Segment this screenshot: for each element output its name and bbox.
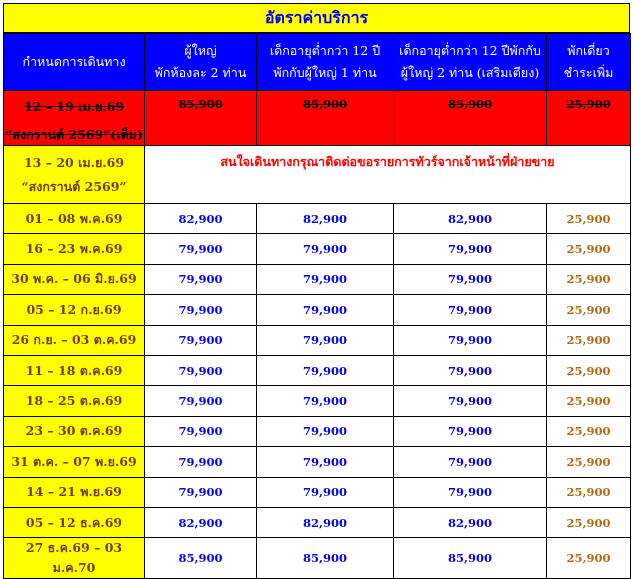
child1-price: 79,900 xyxy=(257,447,394,477)
header-period: กำหนดการเดินทาง xyxy=(4,34,145,91)
adult-price: 79,900 xyxy=(145,325,257,355)
sold-out-date: 12 – 19 เม.ย.69 “สงกรานต์ 2569”(เต็ม) xyxy=(4,91,145,146)
single-price: 25,900 xyxy=(547,295,631,325)
price-table-container xyxy=(3,3,630,579)
single-price: 25,900 xyxy=(547,325,631,355)
header-child-1-adult: เด็กอายุต่ำกว่า 12 ปี พักกับผู้ใหญ่ 1 ท่าน xyxy=(257,34,394,91)
travel-date: 01 – 08 พ.ค.69 xyxy=(4,204,145,234)
adult-price: 82,900 xyxy=(145,204,257,234)
child2-price: 79,900 xyxy=(394,295,547,325)
adult-price: 82,900 xyxy=(145,507,257,537)
child1-price: 79,900 xyxy=(257,325,394,355)
songkran-date: 13 – 20 เม.ย.69 “สงกรานต์ 2569” xyxy=(4,146,145,204)
table-row xyxy=(4,295,631,325)
child2-price: 79,900 xyxy=(394,325,547,355)
travel-date: 31 ต.ค. – 07 พ.ย.69 xyxy=(4,447,145,477)
child1-price: 79,900 xyxy=(257,264,394,294)
table-row xyxy=(4,416,631,446)
travel-date: 26 ก.ย. – 03 ต.ค.69 xyxy=(4,325,145,355)
single-price: 25,900 xyxy=(547,538,631,579)
child2-price: 85,900 xyxy=(394,538,547,579)
child1-price: 82,900 xyxy=(257,204,394,234)
table-row xyxy=(4,386,631,416)
adult-price: 79,900 xyxy=(145,416,257,446)
child2-price: 79,900 xyxy=(394,355,547,385)
child2-price: 79,900 xyxy=(394,447,547,477)
travel-date: 27 ธ.ค.69 – 03 ม.ค.70 xyxy=(4,538,145,579)
table-row xyxy=(4,355,631,385)
child1-price: 79,900 xyxy=(257,477,394,507)
sold-out-child2-price: 85,900 xyxy=(394,91,547,146)
table-row xyxy=(4,447,631,477)
table-row xyxy=(4,507,631,537)
single-price: 25,900 xyxy=(547,386,631,416)
single-price: 25,900 xyxy=(547,264,631,294)
single-price: 25,900 xyxy=(547,204,631,234)
travel-date: 18 – 25 ต.ค.69 xyxy=(4,386,145,416)
sold-out-row xyxy=(4,91,631,146)
adult-price: 85,900 xyxy=(145,538,257,579)
child1-price: 79,900 xyxy=(257,295,394,325)
table-row xyxy=(4,204,631,234)
single-price: 25,900 xyxy=(547,355,631,385)
single-price: 25,900 xyxy=(547,447,631,477)
table-title: อัตราค่าบริการ xyxy=(3,3,630,33)
sold-out-adult-price: 85,900 xyxy=(145,91,257,146)
table-row xyxy=(4,325,631,355)
adult-price: 79,900 xyxy=(145,264,257,294)
header-child-2-adults: เด็กอายุต่ำกว่า 12 ปีพักกับ ผู้ใหญ่ 2 ท่าน (เสริมเตียง) xyxy=(394,34,547,91)
child1-price: 79,900 xyxy=(257,355,394,385)
travel-date: 16 – 23 พ.ค.69 xyxy=(4,234,145,264)
sold-out-single-price: 25,900 xyxy=(547,91,631,146)
travel-date: 05 – 12 ธ.ค.69 xyxy=(4,507,145,537)
single-price: 25,900 xyxy=(547,416,631,446)
header-row xyxy=(4,34,631,91)
child2-price: 82,900 xyxy=(394,507,547,537)
travel-date: 30 พ.ค. – 06 มิ.ย.69 xyxy=(4,264,145,294)
travel-date: 05 – 12 ก.ย.69 xyxy=(4,295,145,325)
child2-price: 79,900 xyxy=(394,386,547,416)
adult-price: 79,900 xyxy=(145,355,257,385)
travel-date: 11 – 18 ต.ค.69 xyxy=(4,355,145,385)
header-adult: ผู้ใหญ่ พักห้องละ 2 ท่าน xyxy=(145,34,257,91)
table-row xyxy=(4,477,631,507)
child2-price: 79,900 xyxy=(394,416,547,446)
adult-price: 79,900 xyxy=(145,234,257,264)
single-price: 25,900 xyxy=(547,234,631,264)
adult-price: 79,900 xyxy=(145,447,257,477)
single-price: 25,900 xyxy=(547,507,631,537)
child2-price: 82,900 xyxy=(394,204,547,234)
travel-date: 23 – 30 ต.ค.69 xyxy=(4,416,145,446)
price-table xyxy=(3,33,631,579)
child1-price: 79,900 xyxy=(257,416,394,446)
child1-price: 79,900 xyxy=(257,234,394,264)
table-row xyxy=(4,538,631,579)
child1-price: 82,900 xyxy=(257,507,394,537)
table-row xyxy=(4,234,631,264)
header-single-supplement: พักเดี่ยว ชำระเพิ่ม xyxy=(547,34,631,91)
songkran-row xyxy=(4,146,631,204)
child2-price: 79,900 xyxy=(394,234,547,264)
contact-sales-note: สนใจเดินทางกรุณาติดต่อขอรายการทัวร์จากเจ้าหน้าที่ฝ่ายขาย xyxy=(145,146,631,204)
child2-price: 79,900 xyxy=(394,264,547,294)
travel-date: 14 – 21 พ.ย.69 xyxy=(4,477,145,507)
adult-price: 79,900 xyxy=(145,386,257,416)
child2-price: 79,900 xyxy=(394,477,547,507)
child1-price: 85,900 xyxy=(257,538,394,579)
sold-out-child1-price: 85,900 xyxy=(257,91,394,146)
child1-price: 79,900 xyxy=(257,386,394,416)
adult-price: 79,900 xyxy=(145,295,257,325)
single-price: 25,900 xyxy=(547,477,631,507)
table-row xyxy=(4,264,631,294)
adult-price: 79,900 xyxy=(145,477,257,507)
